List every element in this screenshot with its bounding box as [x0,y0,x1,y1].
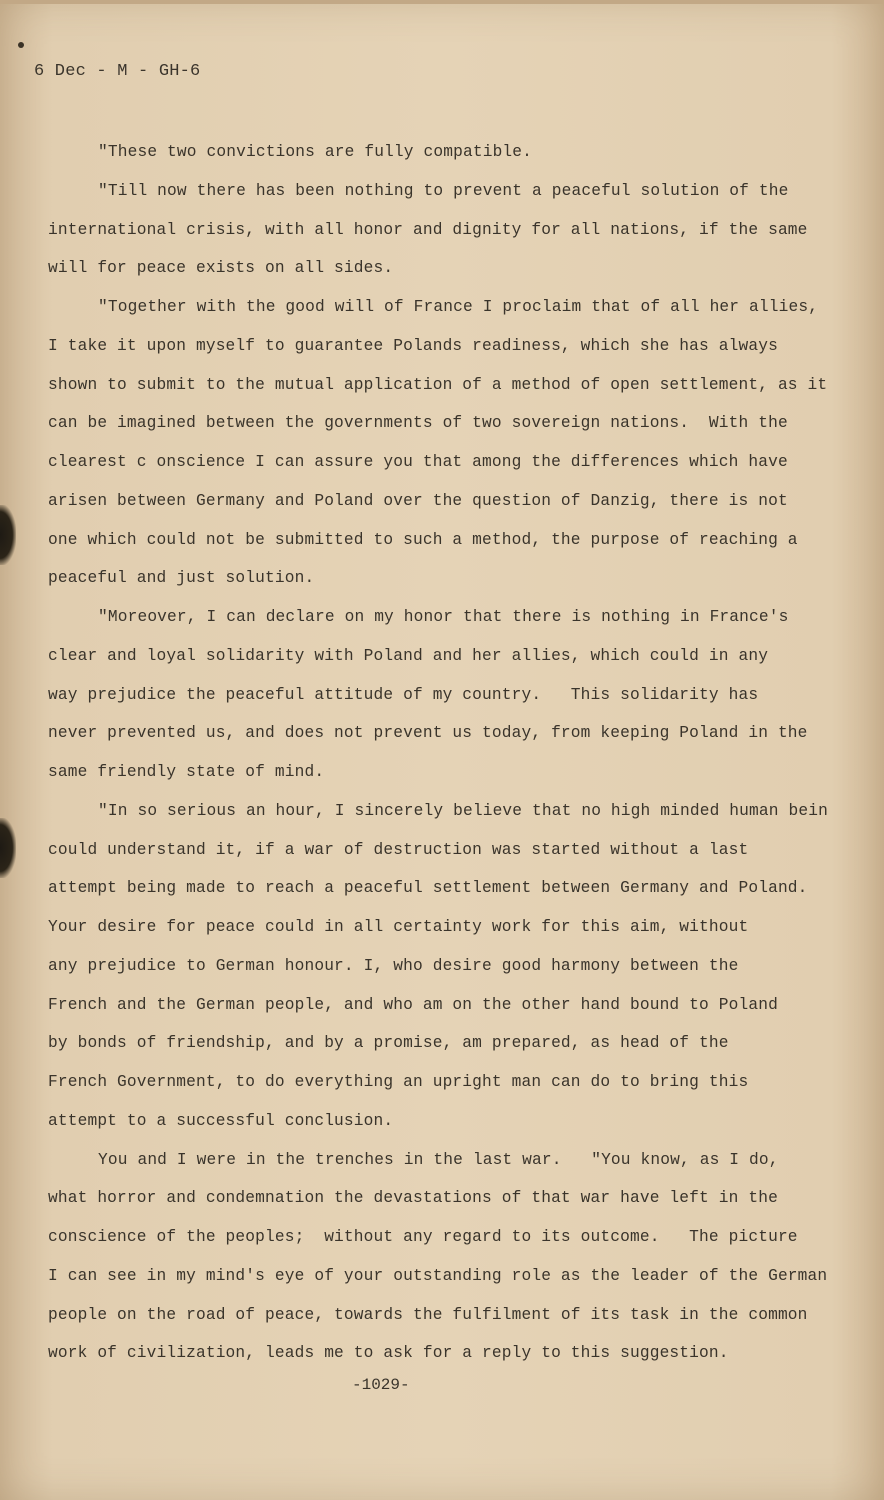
text-line: conscience of the peoples; without any regard to its outcome. The picture [48,1228,798,1246]
text-line: people on the road of peace, towards the fulfilment of its task in the common [48,1306,808,1324]
text-line: never prevented us, and does not prevent us today, from keeping Poland in the [48,724,808,742]
text-line: attempt to a successful conclusion. [48,1112,394,1130]
text-line: I can see in my mind's eye of your outstanding role as the leader of the German [48,1267,828,1285]
binding-hole-lower [0,818,16,878]
binding-hole-upper [0,505,16,565]
text-line: You and I were in the trenches in the last war. "You know, as I do, [98,1151,779,1169]
text-line: by bonds of friendship, and by a promise, am prepared, as head of the [48,1034,729,1052]
text-line: way prejudice the peaceful attitude of my country. This solidarity has [48,686,759,704]
text-line: peaceful and just solution. [48,569,315,587]
text-line: "In so serious an hour, I sincerely believe that no high minded human bein [98,802,828,820]
text-line: "These two convictions are fully compatible. [98,143,533,161]
text-line: arisen between Germany and Poland over the question of Danzig, there is not [48,492,788,510]
text-line: "Till now there has been nothing to prevent a peaceful solution of the [98,182,789,200]
text-line: can be imagined between the governments of two sovereign nations. With the [48,414,788,432]
text-line: will for peace exists on all sides. [48,259,394,277]
text-line: attempt being made to reach a peaceful settlement between Germany and Poland. [48,879,808,897]
text-line: one which could not be submitted to such a method, the purpose of reaching a [48,531,798,549]
text-line: Your desire for peace could in all certainty work for this aim, without [48,918,749,936]
text-line: French and the German people, and who am on the other hand bound to Poland [48,996,778,1014]
text-line: what horror and condemnation the devastations of that war have left in the [48,1189,778,1207]
text-line: French Government, to do everything an upright man can do to bring this [48,1073,749,1091]
text-line: clearest c onscience I can assure you that among the differences which have [48,453,788,471]
text-line: international crisis, with all honor and dignity for all nations, if the same [48,221,808,239]
page-number: -1029- [352,1376,410,1394]
page-header: 6 Dec - M - GH-6 [34,62,201,81]
text-line: shown to submit to the mutual application of a method of open settlement, as it [48,376,828,394]
text-line: work of civilization, leads me to ask for a reply to this suggestion. [48,1344,729,1362]
text-line: could understand it, if a war of destruction was started without a last [48,841,749,859]
ink-dot [18,42,24,48]
text-line: I take it upon myself to guarantee Polands readiness, which she has always [48,337,778,355]
text-line: "Together with the good will of France I proclaim that of all her allies, [98,298,819,316]
text-line: clear and loyal solidarity with Poland and her allies, which could in any [48,647,769,665]
page-top-edge [0,0,884,4]
text-line: same friendly state of mind. [48,763,325,781]
text-line: any prejudice to German honour. I, who desire good harmony between the [48,957,739,975]
text-line: "Moreover, I can declare on my honor that there is nothing in France's [98,608,789,626]
